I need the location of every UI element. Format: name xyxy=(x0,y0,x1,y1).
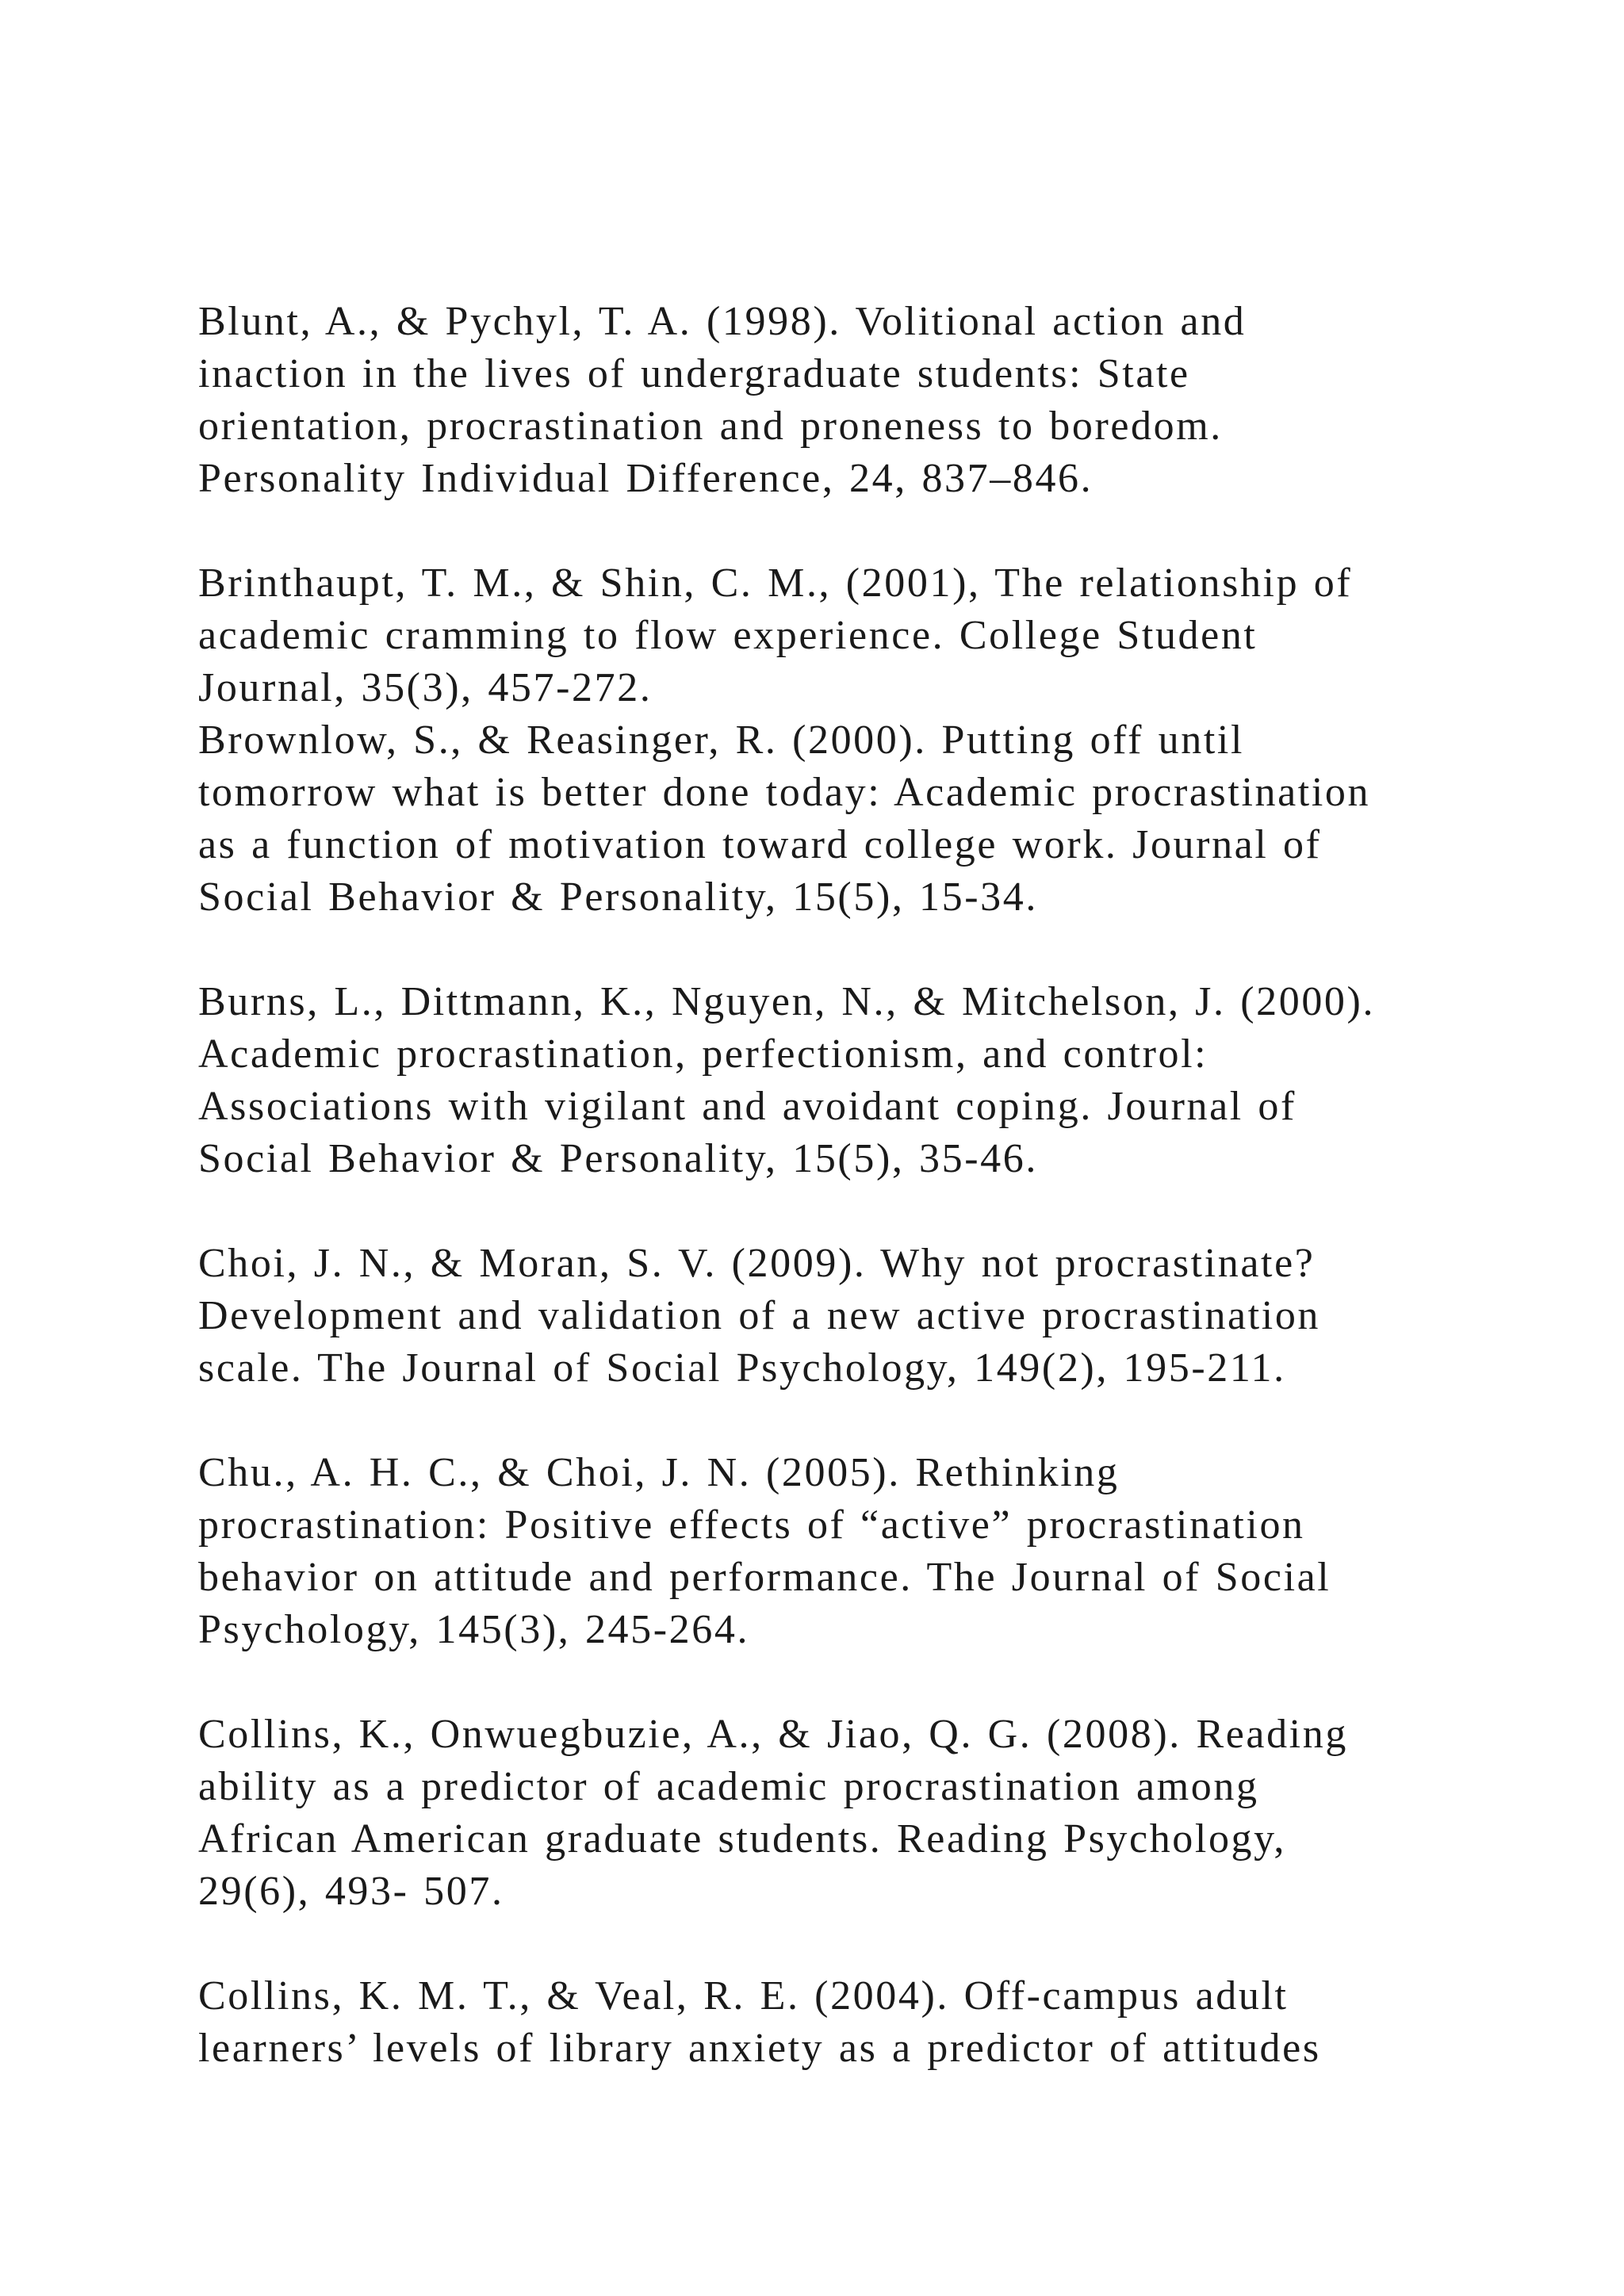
reference-line: African American graduate students. Reading Psychology, xyxy=(198,1816,1286,1862)
reference-line: 29(6), 493- 507. xyxy=(198,1869,504,1914)
reference-line: Associations with vigilant and avoidant coping. Journal of xyxy=(198,1084,1297,1129)
reference-entry xyxy=(198,714,1610,924)
reference-line: Blunt, A., & Pychyl, T. A. (1998). Volitional action and xyxy=(198,299,1247,344)
reference-line: Social Behavior & Personality, 15(5), 35-46. xyxy=(198,1136,1038,1181)
reference-line: Collins, K., Onwuegbuzie, A., & Jiao, Q. G. (2008). Reading xyxy=(198,1712,1348,1757)
reference-line: Social Behavior & Personality, 15(5), 15-34. xyxy=(198,874,1038,920)
reference-line: Burns, L., Dittmann, K., Nguyen, N., & Mitchelson, J. (2000). xyxy=(198,979,1376,1024)
reference-line: Choi, J. N., & Moran, S. V. (2009). Why not procrastinate? xyxy=(198,1241,1316,1286)
paragraph-gap xyxy=(198,1395,1610,1447)
reference-line: Brownlow, S., & Reasinger, R. (2000). Putting off until xyxy=(198,718,1244,763)
reference-line: inaction in the lives of undergraduate students: State xyxy=(198,351,1190,396)
reference-line: Development and validation of a new active procrastination xyxy=(198,1293,1321,1338)
reference-entry xyxy=(198,1709,1610,1918)
reference-entry xyxy=(198,1238,1610,1395)
paragraph-gap xyxy=(198,1918,1610,1970)
paragraph-gap xyxy=(198,1185,1610,1238)
reference-list xyxy=(198,296,1610,2075)
reference-line: Brinthaupt, T. M., & Shin, C. M., (2001), The relationship of xyxy=(198,561,1353,606)
reference-line: Psychology, 145(3), 245-264. xyxy=(198,1607,750,1652)
reference-entry xyxy=(198,1970,1610,2075)
reference-line: learners’ levels of library anxiety as a predictor of attitudes xyxy=(198,2026,1321,2071)
paragraph-gap xyxy=(198,924,1610,976)
reference-entry xyxy=(198,976,1610,1185)
reference-line: as a function of motivation toward college work. Journal of xyxy=(198,822,1322,867)
reference-line: procrastination: Positive effects of “active” procrastination xyxy=(198,1502,1305,1548)
reference-line: Collins, K. M. T., & Veal, R. E. (2004). Off-campus adult xyxy=(198,1973,1289,2019)
reference-line: ability as a predictor of academic procrastination among xyxy=(198,1764,1259,1809)
reference-line: behavior on attitude and performance. The Journal of Social xyxy=(198,1555,1331,1600)
reference-entry xyxy=(198,557,1610,714)
reference-line: tomorrow what is better done today: Academic procrastination xyxy=(198,770,1371,815)
paragraph-gap xyxy=(198,505,1610,557)
reference-line: academic cramming to flow experience. College Student xyxy=(198,613,1258,658)
paragraph-gap xyxy=(198,1656,1610,1709)
reference-entry xyxy=(198,296,1610,505)
reference-line: Personality Individual Difference, 24, 837–846. xyxy=(198,456,1094,501)
reference-line: orientation, procrastination and proneness to boredom. xyxy=(198,404,1223,449)
reference-line: Journal, 35(3), 457-272. xyxy=(198,665,653,710)
reference-line: scale. The Journal of Social Psychology, 149(2), 195-211. xyxy=(198,1345,1286,1391)
reference-line: Chu., A. H. C., & Choi, J. N. (2005). Rethinking xyxy=(198,1450,1120,1495)
reference-line: Academic procrastination, perfectionism, and control: xyxy=(198,1031,1208,1077)
reference-entry xyxy=(198,1447,1610,1656)
